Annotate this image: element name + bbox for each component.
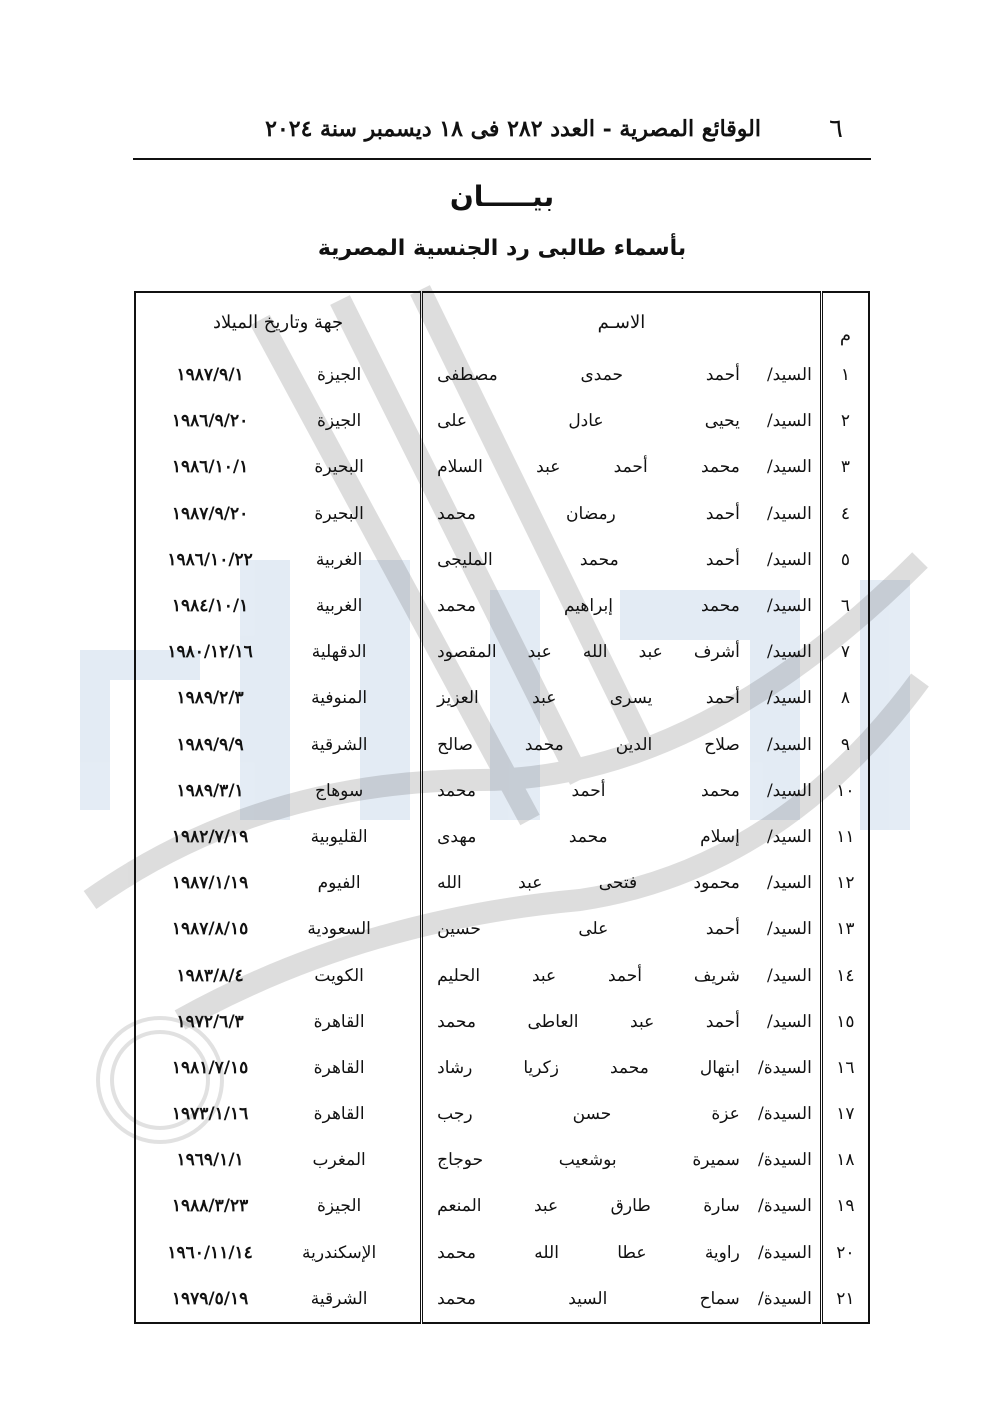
row-number: ٥ <box>821 537 869 583</box>
birth-place: الدقهلية <box>311 642 367 663</box>
birth-date: ١٩٦٠/١١/١٤ <box>167 1242 253 1263</box>
birth-place: الشرقية <box>310 734 368 755</box>
birth-date: ١٩٨٧/٩/٢٠ <box>171 503 249 524</box>
applicant-name: أحمد حمدى مصطفى <box>437 365 740 386</box>
name-cell <box>422 1276 822 1323</box>
birth-cell <box>135 860 422 906</box>
name-cell <box>422 583 822 629</box>
applicant-name: ابتهال محمد زكريا رشاد <box>437 1057 740 1078</box>
birth-place: القاهرة <box>313 1104 365 1125</box>
name-cell <box>422 906 822 952</box>
honorific: السيد/ <box>766 919 812 940</box>
name-cell <box>422 768 822 814</box>
row-number: ١٦ <box>821 1045 869 1091</box>
applicant-name: محمود فتحى عبد الله <box>437 873 740 894</box>
row-number: ٣ <box>821 444 869 490</box>
row-number: ٨ <box>821 675 869 721</box>
applicant-name: أحمد على حسين <box>437 919 740 940</box>
table-row <box>135 814 869 860</box>
table-row <box>135 1230 869 1276</box>
row-number: ٦ <box>821 583 869 629</box>
applicant-name: شريف أحمد عبد الحليم <box>437 965 740 986</box>
birth-date: ١٩٨٦/١٠/٢٢ <box>167 549 253 570</box>
honorific: السيدة/ <box>758 1150 812 1171</box>
birth-place: الجيزة <box>316 365 362 386</box>
document-subtitle: بأسماء طالبى رد الجنسية المصرية <box>317 236 687 261</box>
table-row <box>135 768 869 814</box>
honorific: السيد/ <box>766 596 812 617</box>
birth-cell <box>135 398 422 444</box>
birth-place: الإسكندرية <box>302 1242 377 1263</box>
row-number: ١٢ <box>821 860 869 906</box>
header-name: الاسـم <box>422 292 822 352</box>
name-cell <box>422 629 822 675</box>
name-cell <box>422 1137 822 1183</box>
birth-place: سوهاج <box>315 780 364 801</box>
row-number: ١٩ <box>821 1183 869 1229</box>
name-cell <box>422 444 822 490</box>
honorific: السيد/ <box>766 965 812 986</box>
birth-date: ١٩٧٣/١/١٦ <box>171 1104 249 1125</box>
applicant-name: صلاح الدين محمد صالح <box>437 734 740 755</box>
applicant-name: أحمد عبد العاطى محمد <box>437 1011 740 1032</box>
table-row <box>135 444 869 490</box>
birth-cell <box>135 814 422 860</box>
name-cell <box>422 352 822 398</box>
birth-place: المنوفية <box>311 688 368 709</box>
row-number: ١٤ <box>821 952 869 998</box>
birth-place: الغربية <box>315 596 363 617</box>
table-row <box>135 537 869 583</box>
birth-place: الغربية <box>315 549 363 570</box>
birth-place: الكويت <box>314 965 364 986</box>
name-cell <box>422 952 822 998</box>
honorific: السيد/ <box>766 642 812 663</box>
row-number: ٩ <box>821 722 869 768</box>
birth-cell <box>135 952 422 998</box>
name-cell <box>422 1183 822 1229</box>
honorific: السيد/ <box>766 549 812 570</box>
birth-cell <box>135 1230 422 1276</box>
birth-date: ١٩٨٠/١٢/١٦ <box>167 642 253 663</box>
table-header-row <box>135 292 869 352</box>
birth-place: القاهرة <box>313 1057 365 1078</box>
row-number: ٢ <box>821 398 869 444</box>
birth-date: ١٩٧٢/٦/٣ <box>176 1011 244 1032</box>
honorific: السيد/ <box>766 365 812 386</box>
birth-date: ١٩٨٩/٩/٩ <box>176 734 244 755</box>
honorific: السيد/ <box>766 1011 812 1032</box>
page-header <box>133 108 871 160</box>
birth-date: ١٩٨٩/٢/٣ <box>176 688 244 709</box>
table-row <box>135 629 869 675</box>
applicant-name: أحمد رمضان محمد <box>437 503 740 524</box>
name-cell <box>422 1230 822 1276</box>
table-row <box>135 1276 869 1323</box>
birth-cell <box>135 1276 422 1323</box>
birth-date: ١٩٨٧/٩/١ <box>176 365 244 386</box>
honorific: السيد/ <box>766 826 812 847</box>
publication-title: الوقائع المصرية - العدد ٢٨٢ فى ١٨ ديسمبر سنة ٢٠٢٤ <box>265 116 761 142</box>
birth-cell <box>135 722 422 768</box>
birth-place: الجيزة <box>316 1196 362 1217</box>
table-row <box>135 675 869 721</box>
birth-place: الجيزة <box>316 411 362 432</box>
birth-place: السعودية <box>307 919 371 940</box>
name-cell <box>422 675 822 721</box>
table-row <box>135 952 869 998</box>
applicant-name: سميرة بوشعيب حوجاج <box>437 1150 740 1171</box>
birth-date: ١٩٨٤/١٠/١ <box>171 596 249 617</box>
applicant-name: محمد إبراهيم محمد <box>437 596 740 617</box>
name-cell <box>422 398 822 444</box>
table-row <box>135 583 869 629</box>
birth-date: ١٩٨٩/٣/١ <box>176 780 244 801</box>
row-number: ١٣ <box>821 906 869 952</box>
applicant-name: أحمد يسرى عبد العزيز <box>437 688 740 709</box>
birth-cell <box>135 444 422 490</box>
row-number: ٢٠ <box>821 1230 869 1276</box>
table-row <box>135 1045 869 1091</box>
birth-cell <box>135 1091 422 1137</box>
birth-date: ١٩٨١/٧/١٥ <box>171 1057 249 1078</box>
table-row <box>135 906 869 952</box>
applicants-table <box>134 291 870 1324</box>
birth-date: ١٩٧٩/٥/١٩ <box>171 1288 249 1309</box>
birth-cell <box>135 1137 422 1183</box>
birth-place: القليوبية <box>310 826 368 847</box>
birth-cell <box>135 999 422 1045</box>
birth-date: ١٩٨٦/٩/٢٠ <box>171 411 249 432</box>
row-number: ٧ <box>821 629 869 675</box>
birth-cell <box>135 629 422 675</box>
applicant-name: إسلام محمد مهدى <box>437 826 740 847</box>
row-number: ١٧ <box>821 1091 869 1137</box>
honorific: السيدة/ <box>758 1057 812 1078</box>
table-body <box>135 352 869 1323</box>
row-number: ٢١ <box>821 1276 869 1323</box>
birth-cell <box>135 906 422 952</box>
honorific: السيد/ <box>766 688 812 709</box>
birth-cell <box>135 1183 422 1229</box>
name-cell <box>422 491 822 537</box>
table-row <box>135 860 869 906</box>
applicant-name: سارة طارق عبد المنعم <box>437 1196 740 1217</box>
birth-place: البحيرة <box>314 503 364 524</box>
applicant-name: أحمد محمد المليجى <box>437 549 740 570</box>
table-row <box>135 999 869 1045</box>
header-birth: جهة وتاريخ الميلاد <box>213 312 344 333</box>
birth-cell <box>135 583 422 629</box>
table-row <box>135 1091 869 1137</box>
birth-cell <box>135 537 422 583</box>
honorific: السيد/ <box>766 873 812 894</box>
honorific: السيدة/ <box>758 1288 812 1309</box>
birth-date: ١٩٨٢/٧/١٩ <box>171 826 249 847</box>
birth-cell <box>135 768 422 814</box>
table-row <box>135 352 869 398</box>
birth-cell <box>135 675 422 721</box>
honorific: السيدة/ <box>758 1242 812 1263</box>
birth-place: القاهرة <box>313 1011 365 1032</box>
honorific: السيدة/ <box>758 1196 812 1217</box>
birth-date: ١٩٦٩/١/١ <box>176 1150 244 1171</box>
applicant-name: أشرف عبد الله عبد المقصود <box>437 642 740 663</box>
birth-cell <box>135 352 422 398</box>
table-row <box>135 1183 869 1229</box>
row-number: ١ <box>821 352 869 398</box>
applicant-name: يحيى عادل على <box>437 411 740 432</box>
applicant-name: محمد أحمد عبد السلام <box>437 457 740 478</box>
header-num: م <box>821 292 869 352</box>
birth-place: المغرب <box>312 1150 366 1171</box>
row-number: ١٠ <box>821 768 869 814</box>
birth-date: ١٩٨٨/٣/٢٣ <box>171 1196 249 1217</box>
applicant-name: راوية عطا الله محمد <box>437 1242 740 1263</box>
honorific: السيدة/ <box>758 1104 812 1125</box>
table-row <box>135 491 869 537</box>
document-title: بيـــــان <box>449 180 555 213</box>
honorific: السيد/ <box>766 457 812 478</box>
birth-date: ١٩٨٣/٨/٤ <box>176 965 244 986</box>
name-cell <box>422 537 822 583</box>
birth-date: ١٩٨٧/٨/١٥ <box>171 919 249 940</box>
row-number: ١٨ <box>821 1137 869 1183</box>
birth-place: الفيوم <box>317 873 361 894</box>
name-cell <box>422 1091 822 1137</box>
row-number: ١١ <box>821 814 869 860</box>
birth-date: ١٩٨٦/١٠/١ <box>171 457 249 478</box>
applicant-name: محمد أحمد محمد <box>437 780 740 801</box>
table-row <box>135 1137 869 1183</box>
name-cell <box>422 1045 822 1091</box>
table-row <box>135 722 869 768</box>
row-number: ١٥ <box>821 999 869 1045</box>
birth-cell <box>135 1045 422 1091</box>
table-row <box>135 398 869 444</box>
honorific: السيد/ <box>766 734 812 755</box>
applicant-name: سماح السيد محمد <box>437 1288 740 1309</box>
birth-date: ١٩٨٧/١/١٩ <box>171 873 249 894</box>
row-number: ٤ <box>821 491 869 537</box>
honorific: السيد/ <box>766 411 812 432</box>
honorific: السيد/ <box>766 780 812 801</box>
birth-cell <box>135 491 422 537</box>
birth-place: الشرقية <box>310 1288 368 1309</box>
applicant-name: عزة حسن رجب <box>437 1104 740 1125</box>
birth-place: البحيرة <box>314 457 364 478</box>
name-cell <box>422 722 822 768</box>
name-cell <box>422 814 822 860</box>
honorific: السيد/ <box>766 503 812 524</box>
name-cell <box>422 999 822 1045</box>
page-number: ٦ <box>829 114 843 144</box>
name-cell <box>422 860 822 906</box>
